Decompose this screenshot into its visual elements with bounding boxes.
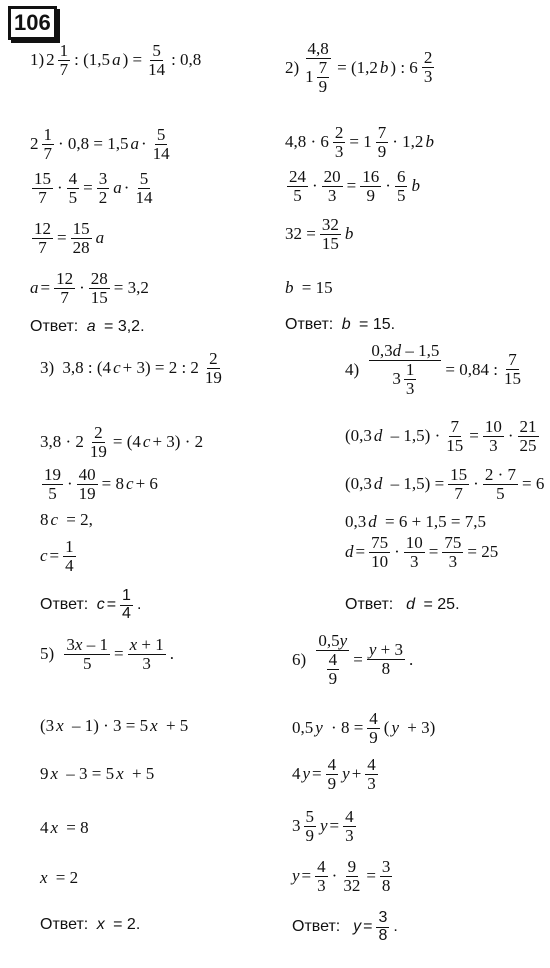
p1-step-4: a = $\frac{12}{7}$ · $\frac{28}{15}$ = 3,2 xyxy=(30,269,149,307)
p2-step-1: 4,8 · 6 $\frac{2}{3}$ = 1 7 9 · 1,2 b xyxy=(285,123,434,161)
p2-equation: 2) 4,8 1 7 9 = (1,2 b ) : 6 2 3 xyxy=(285,39,433,96)
answer-label: Ответ: xyxy=(30,318,79,335)
p6-step-4: y = $\frac{4}{3}$ · $\frac{9}{32}$ = $\frac{3}{8}$ xyxy=(292,857,391,895)
p3-step-2: 19 5 · $\frac{40}{19}$ = 8 c + 6 xyxy=(44,465,158,503)
p2-label: 2) xyxy=(285,57,300,77)
p4-step-3: 0,3 d = 6 + 1,5 = 7,5 xyxy=(345,512,487,531)
complex-fraction: 4,8 1 7 9 xyxy=(305,39,329,96)
p5-step-1: (3 x – 1) · 3 = 5 x + 5 xyxy=(40,716,189,735)
p6-step-1: 0,5 y · 8 = $\frac{4}{9}$ ( y + 3) xyxy=(292,709,436,747)
p1-step-2: 15 7 · $\frac{4}{5}$ = $\frac{3}{2}$ a · 5 14 xyxy=(34,169,153,207)
p4-step-4: d = $\frac{75}{10}$ · $\frac{10}{3}$ = $\frac{75}{3}$ = 25 xyxy=(345,533,499,571)
p3-step-3: 8 c = 2, xyxy=(40,510,93,529)
p2-step-4: b = 15 xyxy=(285,278,333,297)
p4-step-1: (0,3 d – 1,5) · $\frac{7}{15}$ = $\frac{10}{3}$ · 21 25 xyxy=(345,417,537,455)
p6-label: 6) xyxy=(292,649,307,669)
p2-step-3: 32 = $\frac{32}{15}$ b xyxy=(285,215,354,253)
p1-label: 1) xyxy=(30,50,45,70)
p2-step-2: 24 5 · $\frac{20}{3}$ = $\frac{16}{9}$ · 6 5 b xyxy=(289,167,420,205)
p1-step-3: $\frac{12}{7}$ = $\frac{15}{28}$ a xyxy=(34,219,105,257)
mixed-number: 2 1 7 xyxy=(46,41,69,79)
problem-number-badge: 106 xyxy=(8,6,57,40)
p1-answer: Ответ: a = 3,2. xyxy=(30,318,145,335)
p6-answer: Ответ: y = $\frac{3}{8}$ . xyxy=(292,909,398,944)
p4-equation: 4) 0,3d – 1,5 3 1 3 = 0,84 : 7 15 xyxy=(345,341,521,398)
p3-step-4: c = $\frac{1}{4}$ xyxy=(40,537,74,575)
p2-answer: Ответ: b = 15. xyxy=(285,316,396,333)
p5-equation: 5) $\frac{3x - 1}{5}$ = $\frac{x + 1}{3}$ . xyxy=(40,635,174,673)
p6-equation: 6) 0,5y 4 9 = $\frac{y + 3}{8}$ . xyxy=(292,631,414,688)
p6-step-3: 3 5 9 y = $\frac{4}{3}$ xyxy=(292,807,354,845)
complex-fraction: 0,5y 4 9 xyxy=(318,631,348,688)
p1-equation: 1) 2 1 7 : (1,5 a ) = $\frac{5}{14}$ : 0,8 xyxy=(30,41,202,79)
complex-fraction: 0,3d – 1,5 3 1 3 xyxy=(371,341,440,398)
p4-label: 4) xyxy=(345,359,360,379)
fraction: $\frac{5}{14}$ xyxy=(148,41,166,79)
p1-step-1: 2 1 7 · 0,8 = 1,5 a · 5 14 xyxy=(30,125,170,163)
p4-step-2: (0,3 d – 1,5) = $\frac{15}{7}$ · $\frac{2 \cdot 7}{5}$ = 6 xyxy=(345,465,545,503)
p5-step-3: 4 x = 8 xyxy=(40,818,89,837)
p5-step-2: 9 x – 3 = 5 x + 5 xyxy=(40,764,155,783)
p4-answer: Ответ: d = 25. xyxy=(345,596,460,613)
p5-step-4: x = 2 xyxy=(40,868,79,887)
p3-equation: 3) 3,8 : (4 c + 3) = 2 : 2 2 19 xyxy=(40,349,222,387)
p3-answer: Ответ: c = $\frac{1}{4}$ . xyxy=(40,587,142,622)
p3-label: 3) xyxy=(40,358,55,378)
p3-step-1: 3,8 · 2 $\frac{2}{19}$ = (4 c + 3) · 2 xyxy=(40,423,204,461)
p6-step-2: 4 y = $\frac{4}{9}$ y + $\frac{4}{3}$ xyxy=(292,755,376,793)
p5-answer: Ответ: x = 2. xyxy=(40,916,141,933)
p5-label: 5) xyxy=(40,644,55,664)
